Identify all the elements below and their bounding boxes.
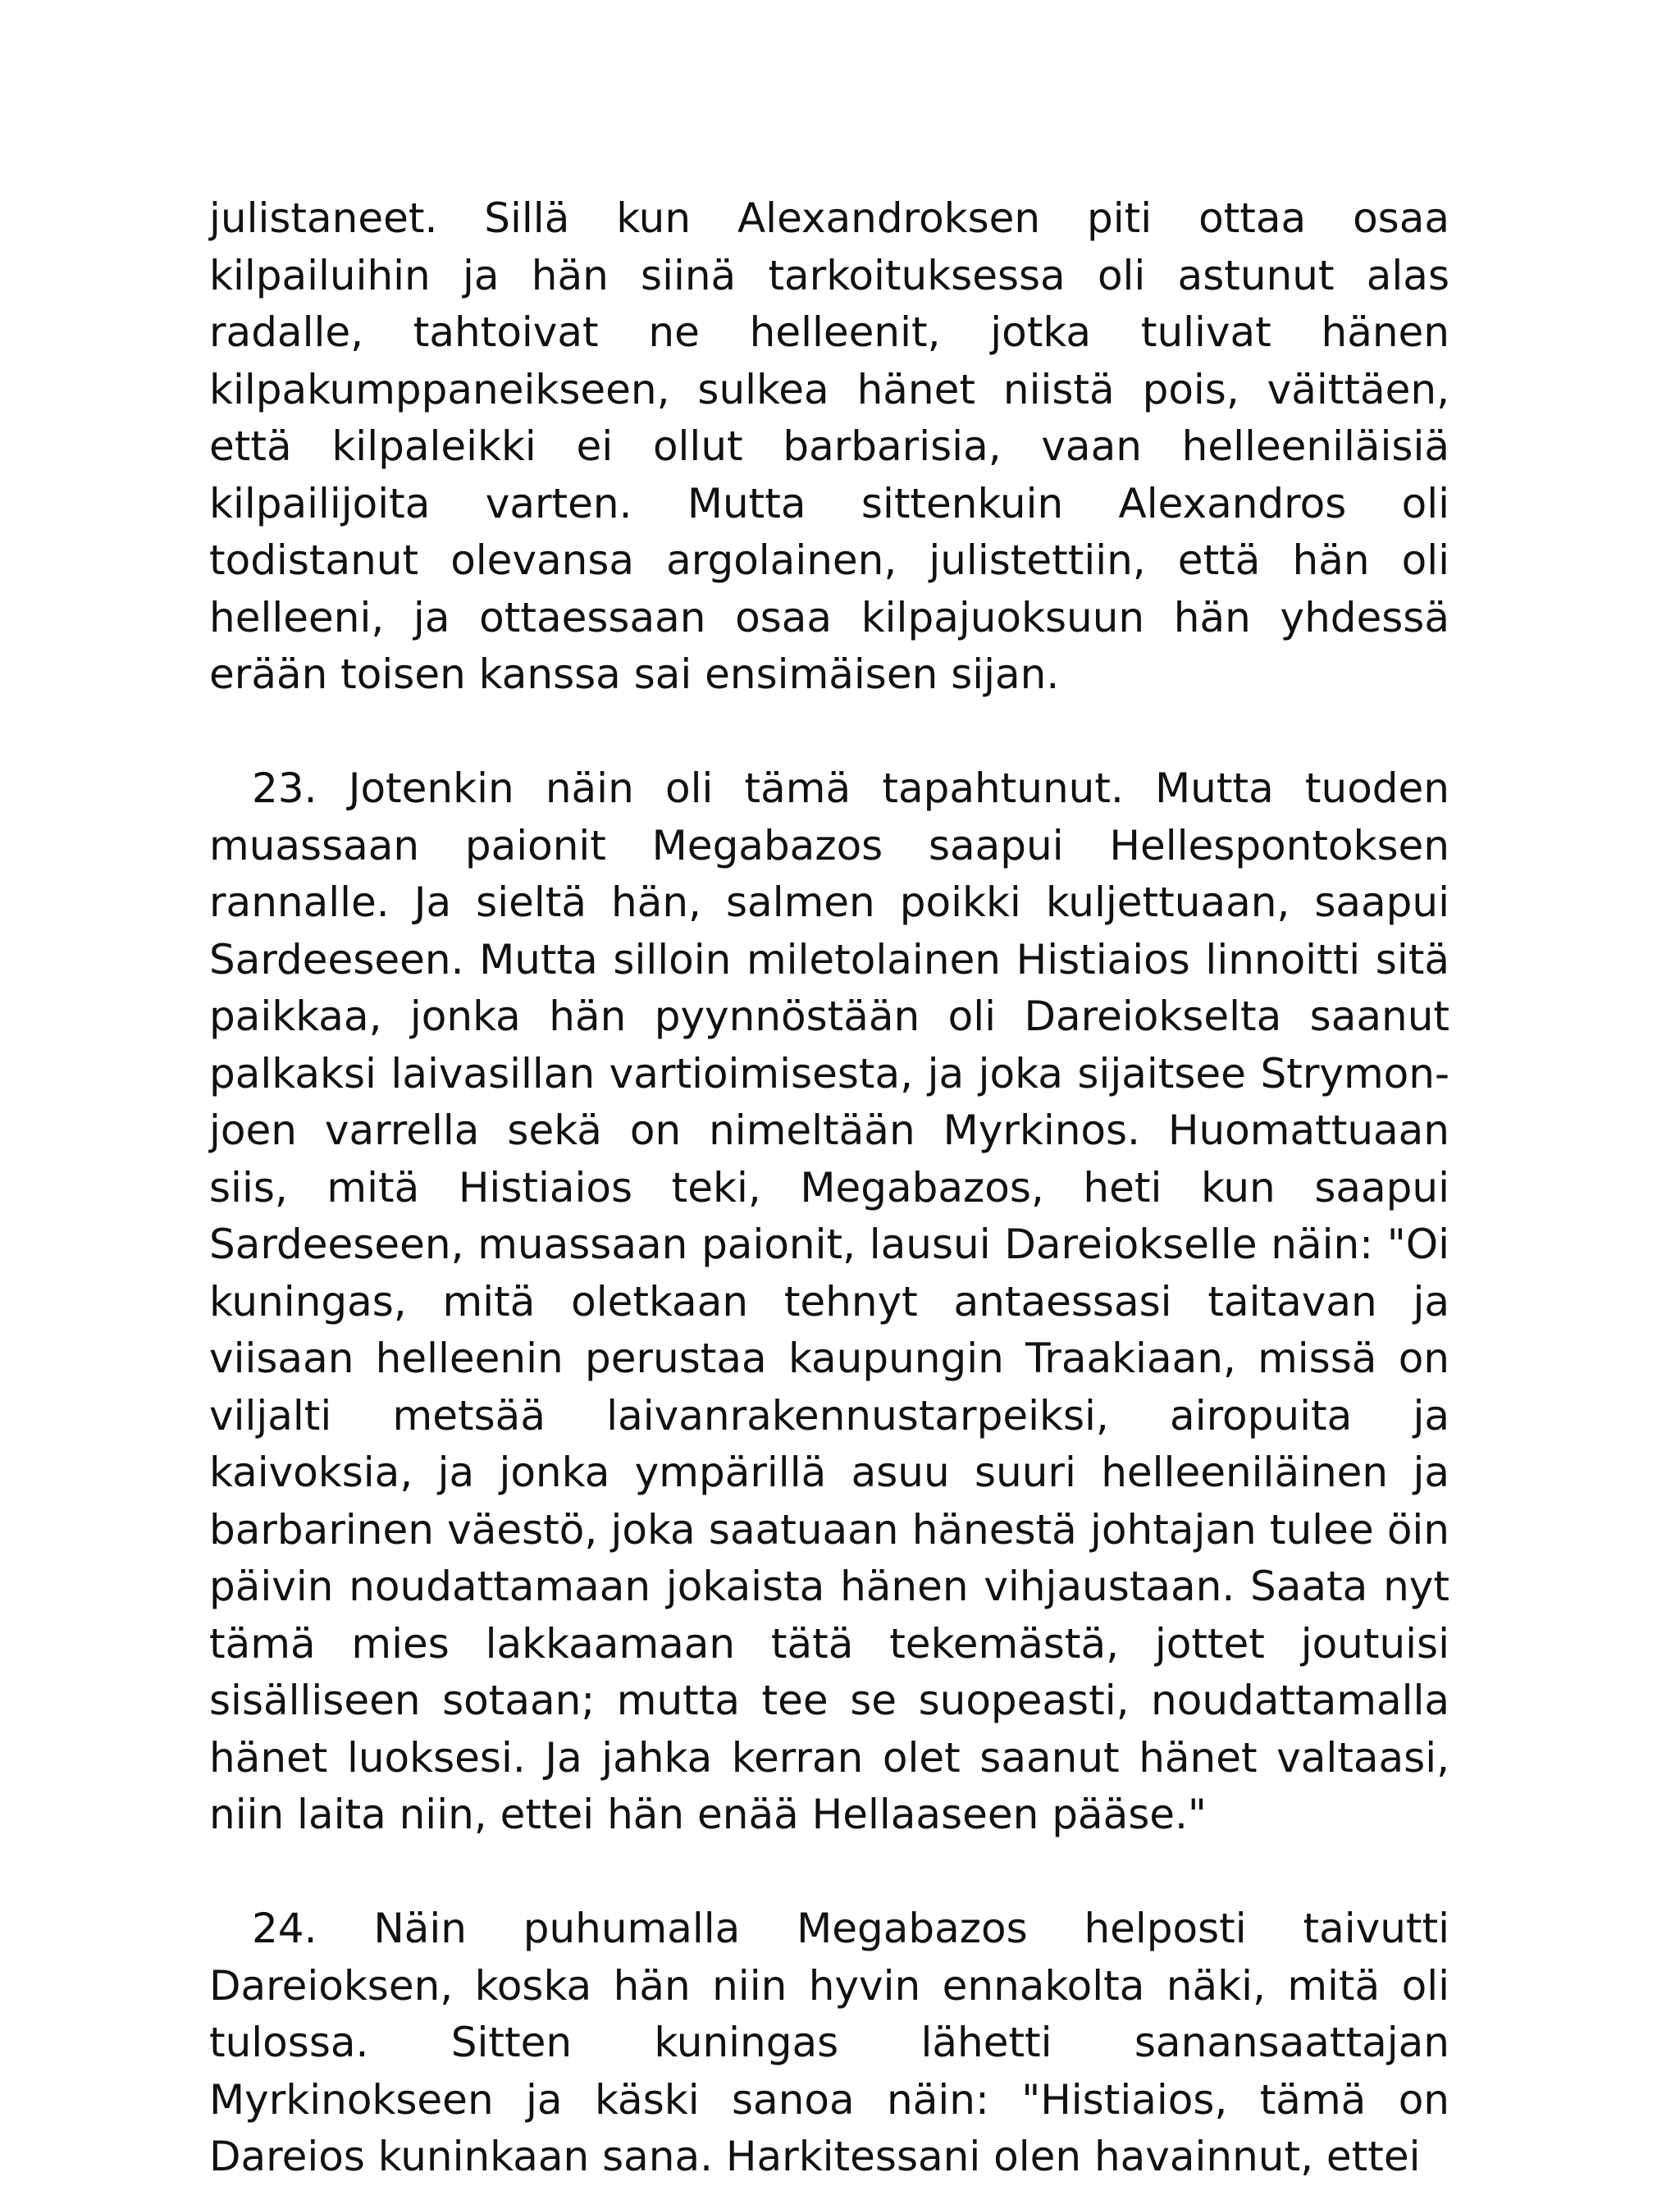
paragraph-24: 24. Näin puhumalla Megabazos helposti taivutti Dareioksen, koska hän niin hyvin ennakolta näki, mitä oli tulossa. Sitten kuningas lähetti sanansaattajan Myrkinokseen ja käski sanoa näin: "Histiaios, tämä on Dareios kuninkaan sana. Harkitessani olen havainnut, ettei — [209, 1905, 1449, 2180]
page-body — [209, 190, 1449, 2186]
paragraph-continuation: julistaneet. Sillä kun Alexandroksen piti ottaa osaa kilpailuihin ja hän siinä tarkoituksessa oli astunut alas radalle, tahtoivat ne helleenit, jotka tulivat hänen kilpakumppaneikseen, sulkea hänet niistä pois, väittäen, että kilpaleikki ei ollut barbarisia, vaan helleeniläisiä kilpailijoita varten. Mutta sittenkuin Alexandros oli todistanut olevansa argolainen, julistettiin, että hän oli helleeni, ja ottaessaan osaa kilpajuoksuun hän yhdessä erään toisen kanssa sai ensimäisen sijan. — [209, 194, 1449, 698]
paragraph-23: 23. Jotenkin näin oli tämä tapahtunut. Mutta tuoden muassaan paionit Megabazos saapui Hellespontoksen rannalle. Ja sieltä hän, salmen poikki kuljettuaan, saapui Sardeeseen. Mutta silloin miletolainen Histiaios linnoitti sitä paikkaa, jonka hän pyynnöstään oli Dareiokselta saanut palkaksi laivasillan vartioimisesta, ja joka sijaitsee Strymon-joen varrella sekä on nimeltään Myrkinos. Huomattuaan siis, mitä Histiaios teki, Megabazos, heti kun saapui Sardeeseen, muassaan paionit, lausui Dareiokselle näin: "Oi kuningas, mitä oletkaan tehnyt antaessasi taitavan ja viisaan helleenin perustaa kaupungin Traakiaan, missä on viljalti metsää laivanrakennustarpeiksi, airopuita ja kaivoksia, ja jonka ympärillä asuu suuri helleeniläinen ja barbarinen väestö, joka saatuaan hänestä johtajan tulee öin päivin noudattamaan jokaista hänen vihjaustaan. Saata nyt tämä mies lakkaamaan tätä tekemästä, jottet joutuisi sisälliseen sotaan; mutta tee se suopeasti, noudattamalla hänet luoksesi. Ja jahka kerran olet saanut hänet valtaasi, niin laita niin, ettei hän enää Hellaaseen pääse." — [209, 764, 1449, 1838]
